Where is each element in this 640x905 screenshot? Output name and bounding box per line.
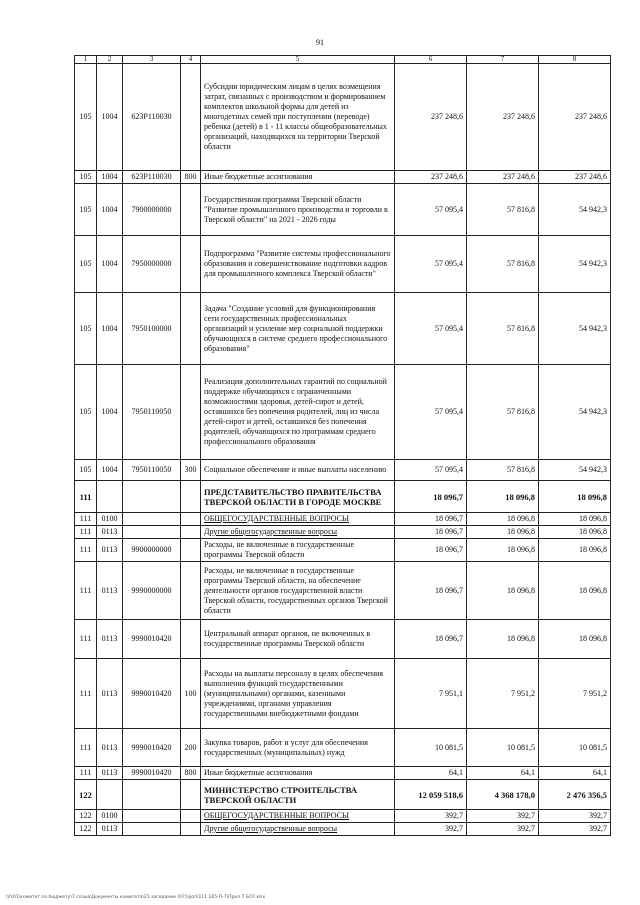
cell-expense-type <box>181 293 201 365</box>
cell-expense-type <box>181 562 201 620</box>
column-header: 2 <box>97 56 123 64</box>
cell-expense-type <box>181 513 201 526</box>
cell-amount-col6: 7 951,1 <box>395 659 467 729</box>
cell-amount-col8: 10 081,5 <box>539 729 611 767</box>
table-row <box>75 365 611 460</box>
cell-amount-col8: 18 096,8 <box>539 539 611 562</box>
cell-amount-col7: 10 081,5 <box>467 729 539 767</box>
cell-amount-col7: 57 816,8 <box>467 365 539 460</box>
table-row <box>75 810 611 823</box>
cell-admin-code: 105 <box>75 293 97 365</box>
cell-amount-col7: 18 096,8 <box>467 513 539 526</box>
cell-target-code: 623P110030 <box>123 64 181 171</box>
table-row <box>75 184 611 236</box>
cell-admin-code: 111 <box>75 729 97 767</box>
cell-amount-col8: 18 096,8 <box>539 513 611 526</box>
cell-description: Другие общегосударственные вопросы <box>201 823 395 836</box>
cell-amount-col7: 392,7 <box>467 823 539 836</box>
cell-admin-code: 105 <box>75 460 97 481</box>
cell-section-code: 1004 <box>97 236 123 293</box>
cell-section-code: 0113 <box>97 562 123 620</box>
cell-description: Расходы на выплаты персоналу в целях обеспечения выполнения функций государственными (муниципальными) органами, казенными учреждениями, органами управления государственными внебюджетными фондами <box>201 659 395 729</box>
cell-expense-type <box>181 365 201 460</box>
table-row <box>75 729 611 767</box>
cell-expense-type <box>181 481 201 513</box>
cell-target-code: 9990010420 <box>123 729 181 767</box>
cell-amount-col7: 57 816,8 <box>467 460 539 481</box>
table-row <box>75 236 611 293</box>
cell-amount-col7: 18 096,8 <box>467 562 539 620</box>
cell-admin-code: 111 <box>75 481 97 513</box>
cell-amount-col8: 54 942,3 <box>539 236 611 293</box>
cell-admin-code: 122 <box>75 823 97 836</box>
cell-amount-col6: 237 248,6 <box>395 171 467 184</box>
cell-amount-col7: 18 096,8 <box>467 481 539 513</box>
cell-amount-col8: 7 951,2 <box>539 659 611 729</box>
cell-expense-type: 100 <box>181 659 201 729</box>
cell-target-code: 7950100000 <box>123 293 181 365</box>
cell-target-code <box>123 513 181 526</box>
cell-amount-col6: 18 096,7 <box>395 481 467 513</box>
cell-amount-col8: 392,7 <box>539 810 611 823</box>
cell-expense-type <box>181 539 201 562</box>
column-header: 7 <box>467 56 539 64</box>
cell-target-code <box>123 526 181 539</box>
column-header: 4 <box>181 56 201 64</box>
cell-description: Закупка товаров, работ и услуг для обеспечения государственных (муниципальных) нужд <box>201 729 395 767</box>
table-row <box>75 526 611 539</box>
cell-amount-col8: 392,7 <box>539 823 611 836</box>
cell-section-code <box>97 780 123 810</box>
table-row <box>75 780 611 810</box>
cell-target-code: 7950110050 <box>123 365 181 460</box>
cell-target-code: 7950110050 <box>123 460 181 481</box>
cell-section-code <box>97 481 123 513</box>
cell-expense-type: 800 <box>181 171 201 184</box>
cell-amount-col6: 57 095,4 <box>395 460 467 481</box>
cell-section-code: 1004 <box>97 460 123 481</box>
cell-section-code: 0100 <box>97 810 123 823</box>
cell-section-code: 1004 <box>97 365 123 460</box>
table-row <box>75 481 611 513</box>
cell-expense-type: 800 <box>181 767 201 780</box>
cell-admin-code: 111 <box>75 513 97 526</box>
table-row <box>75 767 611 780</box>
cell-description: ОБЩЕГОСУДАРСТВЕННЫЕ ВОПРОСЫ <box>201 810 395 823</box>
cell-admin-code: 105 <box>75 236 97 293</box>
cell-description: ПРЕДСТАВИТЕЛЬСТВО ПРАВИТЕЛЬСТВА ТВЕРСКОЙ ОБЛАСТИ В ГОРОДЕ МОСКВЕ <box>201 481 395 513</box>
cell-expense-type <box>181 810 201 823</box>
cell-amount-col7: 57 816,8 <box>467 184 539 236</box>
cell-target-code <box>123 810 181 823</box>
cell-section-code: 1004 <box>97 171 123 184</box>
cell-section-code: 0113 <box>97 729 123 767</box>
cell-amount-col6: 57 095,4 <box>395 184 467 236</box>
cell-expense-type: 200 <box>181 729 201 767</box>
cell-amount-col8: 54 942,3 <box>539 365 611 460</box>
cell-admin-code: 122 <box>75 780 97 810</box>
cell-target-code: 7900000000 <box>123 184 181 236</box>
cell-amount-col7: 237 248,6 <box>467 171 539 184</box>
cell-target-code <box>123 481 181 513</box>
cell-admin-code: 105 <box>75 184 97 236</box>
column-header: 8 <box>539 56 611 64</box>
cell-target-code <box>123 823 181 836</box>
cell-amount-col6: 237 248,6 <box>395 64 467 171</box>
cell-amount-col8: 18 096,8 <box>539 526 611 539</box>
cell-description: Социальное обеспечение и иные выплаты населению <box>201 460 395 481</box>
cell-admin-code: 105 <box>75 365 97 460</box>
cell-amount-col6: 12 059 518,6 <box>395 780 467 810</box>
cell-amount-col6: 10 081,5 <box>395 729 467 767</box>
file-path-footer: \\fs01\комитет по бюджету\7 созыв\Документы комитета\21 заседание (07)\доп\111 165-П-7\Прил 7 БСР.xlsx <box>6 895 266 900</box>
cell-section-code: 1004 <box>97 184 123 236</box>
cell-amount-col6: 57 095,4 <box>395 236 467 293</box>
column-header: 5 <box>201 56 395 64</box>
cell-description: Расходы, не включенные в государственные программы Тверской области, на обеспечение деятельности органов государственной власти Тверской области, государственных органов Тверской области <box>201 562 395 620</box>
cell-amount-col6: 18 096,7 <box>395 513 467 526</box>
cell-admin-code: 111 <box>75 767 97 780</box>
cell-amount-col6: 392,7 <box>395 810 467 823</box>
cell-admin-code: 122 <box>75 810 97 823</box>
cell-expense-type <box>181 620 201 659</box>
cell-admin-code: 111 <box>75 659 97 729</box>
cell-amount-col6: 64,1 <box>395 767 467 780</box>
cell-amount-col7: 18 096,8 <box>467 526 539 539</box>
cell-admin-code: 105 <box>75 171 97 184</box>
cell-target-code: 9900000000 <box>123 539 181 562</box>
cell-expense-type: 300 <box>181 460 201 481</box>
cell-target-code: 9990010420 <box>123 620 181 659</box>
cell-target-code: 9990000000 <box>123 562 181 620</box>
budget-table <box>74 55 611 836</box>
cell-description: Другие общегосударственные вопросы <box>201 526 395 539</box>
cell-description: Государственная программа Тверской области "Развитие промышленного производства и торговли в Тверской области" на 2021 - 2026 годы <box>201 184 395 236</box>
cell-amount-col8: 18 096,8 <box>539 620 611 659</box>
cell-description: Центральный аппарат органов, не включенных в государственные программы Тверской области <box>201 620 395 659</box>
table-row <box>75 460 611 481</box>
cell-admin-code: 111 <box>75 526 97 539</box>
cell-amount-col8: 54 942,3 <box>539 460 611 481</box>
cell-amount-col8: 54 942,3 <box>539 293 611 365</box>
cell-amount-col8: 64,1 <box>539 767 611 780</box>
table-row <box>75 539 611 562</box>
cell-target-code: 623P110030 <box>123 171 181 184</box>
cell-amount-col6: 57 095,4 <box>395 365 467 460</box>
cell-expense-type <box>181 184 201 236</box>
cell-section-code: 0113 <box>97 620 123 659</box>
cell-section-code: 0113 <box>97 823 123 836</box>
cell-admin-code: 111 <box>75 562 97 620</box>
cell-section-code: 1004 <box>97 293 123 365</box>
page-number: 91 <box>316 38 324 47</box>
cell-amount-col7: 237 248,6 <box>467 64 539 171</box>
cell-amount-col6: 57 095,4 <box>395 293 467 365</box>
cell-amount-col8: 237 248,6 <box>539 171 611 184</box>
column-header: 1 <box>75 56 97 64</box>
cell-expense-type <box>181 823 201 836</box>
cell-amount-col7: 57 816,8 <box>467 293 539 365</box>
cell-section-code: 0113 <box>97 526 123 539</box>
cell-amount-col8: 18 096,8 <box>539 562 611 620</box>
cell-amount-col7: 18 096,8 <box>467 620 539 659</box>
cell-admin-code: 105 <box>75 64 97 171</box>
cell-admin-code: 111 <box>75 620 97 659</box>
cell-target-code: 9990010420 <box>123 767 181 780</box>
cell-amount-col8: 18 096,8 <box>539 481 611 513</box>
cell-description: Расходы, не включенные в государственные программы Тверской области <box>201 539 395 562</box>
cell-description: Иные бюджетные ассигнования <box>201 171 395 184</box>
table-header-row <box>75 56 611 64</box>
cell-expense-type <box>181 64 201 171</box>
cell-amount-col7: 57 816,8 <box>467 236 539 293</box>
cell-description: Подпрограмма "Развитие системы профессионального образования и совершенствование подготовки кадров для промышленного комплекса Тверской области" <box>201 236 395 293</box>
cell-description: Задача "Создание условий для функционирования сети государственных профессиональных организаций и усиление мер социальной поддержки обучающихся в системе среднего профессионального образования" <box>201 293 395 365</box>
cell-amount-col8: 237 248,6 <box>539 64 611 171</box>
table-row <box>75 64 611 171</box>
cell-target-code: 9990010420 <box>123 659 181 729</box>
cell-amount-col6: 18 096,7 <box>395 620 467 659</box>
cell-amount-col7: 64,1 <box>467 767 539 780</box>
cell-amount-col6: 18 096,7 <box>395 562 467 620</box>
table-row <box>75 562 611 620</box>
cell-amount-col7: 18 096,8 <box>467 539 539 562</box>
cell-amount-col8: 54 942,3 <box>539 184 611 236</box>
cell-admin-code: 111 <box>75 539 97 562</box>
cell-amount-col6: 18 096,7 <box>395 526 467 539</box>
cell-expense-type <box>181 236 201 293</box>
cell-amount-col8: 2 476 356,5 <box>539 780 611 810</box>
cell-description: МИНИСТЕРСТВО СТРОИТЕЛЬСТВА ТВЕРСКОЙ ОБЛАСТИ <box>201 780 395 810</box>
cell-amount-col7: 7 951,2 <box>467 659 539 729</box>
table-row <box>75 823 611 836</box>
cell-amount-col6: 392,7 <box>395 823 467 836</box>
cell-amount-col7: 4 368 178,0 <box>467 780 539 810</box>
table-row <box>75 659 611 729</box>
cell-target-code: 7950000000 <box>123 236 181 293</box>
cell-description: Реализация дополнительных гарантий по социальной поддержке обучающихся с ограниченными возможностями здоровья, детей-сирот и детей, оставшихся без попечения родителей, лиц из числа детей-сирот и детей, оставшихся без попечения родителей, обучающихся по программам среднего профессионального образования <box>201 365 395 460</box>
cell-target-code <box>123 780 181 810</box>
table-row <box>75 620 611 659</box>
cell-section-code: 0100 <box>97 513 123 526</box>
cell-description: Иные бюджетные ассигнования <box>201 767 395 780</box>
column-header: 3 <box>123 56 181 64</box>
cell-description: ОБЩЕГОСУДАРСТВЕННЫЕ ВОПРОСЫ <box>201 513 395 526</box>
cell-amount-col6: 18 096,7 <box>395 539 467 562</box>
cell-section-code: 1004 <box>97 64 123 171</box>
cell-description: Субсидии юридическим лицам в целях возмещения затрат, связанных с производством и формированием комплектов школьной формы для детей из многодетных семей при поступлении (переводе) ребенка (детей) в 1 - 11 классы общеобразовательных организаций, находящихся на территории Тверской области <box>201 64 395 171</box>
cell-amount-col7: 392,7 <box>467 810 539 823</box>
cell-section-code: 0113 <box>97 767 123 780</box>
column-header: 6 <box>395 56 467 64</box>
table-row <box>75 293 611 365</box>
cell-section-code: 0113 <box>97 659 123 729</box>
cell-expense-type <box>181 526 201 539</box>
cell-section-code: 0113 <box>97 539 123 562</box>
cell-expense-type <box>181 780 201 810</box>
table-row <box>75 171 611 184</box>
table-row <box>75 513 611 526</box>
